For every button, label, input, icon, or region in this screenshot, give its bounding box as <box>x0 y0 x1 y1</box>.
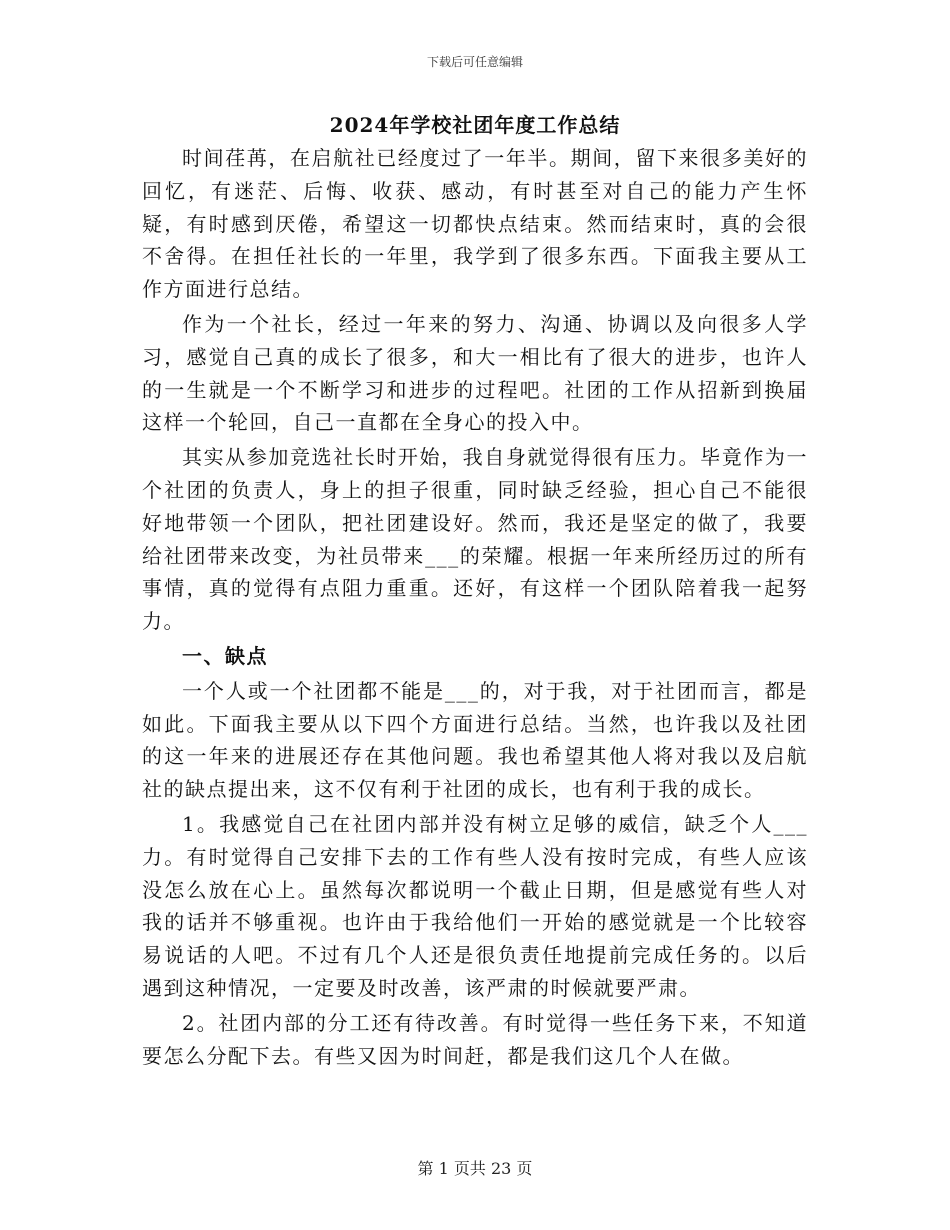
page-header: 下载后可任意编辑 <box>426 55 523 69</box>
paragraph-point-2: 2。社团内部的分工还有待改善。有时觉得一些任务下来，不知道要怎么分配下去。有些又因为时间赶，都是我们这几个人在做。 <box>142 1010 808 1068</box>
paragraph-growth: 作为一个社长，经过一年来的努力、沟通、协调以及向很多人学习，感觉自己真的成长了很多，和大一相比有了很大的进步，也许人的一生就是一个不断学习和进步的过程吧。社团的工作从招新到换届这样一个轮回，自己一直都在全身心的投入中。 <box>142 311 808 435</box>
section-heading-shortcomings: 一、缺点 <box>182 643 268 668</box>
paragraph-shortcomings-intro: 一个人或一个社团都不能是___的，对于我，对于社团而言，都是如此。下面我主要从以下四个方面进行总结。当然，也许我以及社团的这一年来的进展还存在其他问题。我也希望其他人将对我以及启航社的缺点提出来，这不仅有利于社团的成长，也有利于我的成长。 <box>142 678 808 802</box>
paragraph-point-1: 1。我感觉自己在社团内部并没有树立足够的威信，缺乏个人___力。有时觉得自己安排下去的工作有些人没有按时完成，有些人应该没怎么放在心上。虽然每次都说明一个截止日期，但是感觉有些人对我的话并不够重视。也许由于我给他们一开始的感觉就是一个比较容易说话的人吧。不过有几个人还是很负责任地提前完成任务的。以后遇到这种情况，一定要及时改善，该严肃的时候就要严肃。 <box>142 811 808 1000</box>
page-number: 第 1 页共 23 页 <box>417 1159 533 1178</box>
document-title: 2024年学校社团年度工作总结 <box>329 113 621 137</box>
paragraph-pressure: 其实从参加竞选社长时开始，我自身就觉得很有压力。毕竟作为一个社团的负责人，身上的担子很重，同时缺乏经验，担心自己不能很好地带领一个团队，把社团建设好。然而，我还是坚定的做了，我要给社团带来改变，为社员带来___的荣耀。根据一年来所经历过的所有事情，真的觉得有点阻力重重。还好，有这样一个团队陪着我一起努力。 <box>142 445 808 634</box>
document-body <box>142 142 808 1074</box>
paragraph-intro: 时间荏苒，在启航社已经度过了一年半。期间，留下来很多美好的回忆，有迷茫、后悔、收获、感动，有时甚至对自己的能力产生怀疑，有时感到厌倦，希望这一切都快点结束。然而结束时，真的会很不舍得。在担任社长的一年里，我学到了很多东西。下面我主要从工作方面进行总结。 <box>142 146 808 302</box>
